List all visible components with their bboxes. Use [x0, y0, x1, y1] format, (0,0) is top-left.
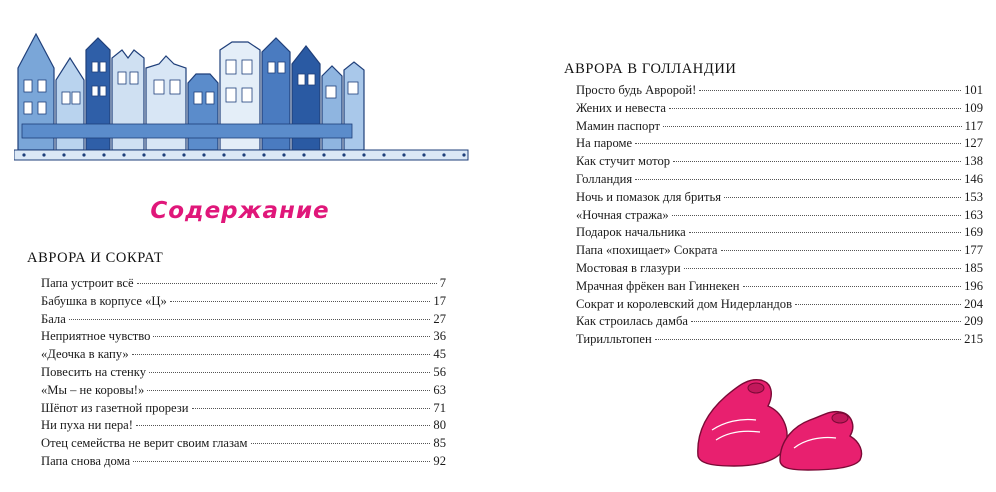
dot-leader — [663, 125, 962, 127]
toc-entry-title: Ночь и помазок для бритья — [576, 189, 722, 204]
toc-entry-page: 185 — [964, 260, 983, 275]
toc-entry-page: 196 — [964, 278, 983, 293]
section-title-avrora-v-gollandii: АВРОРА В ГОЛЛАНДИИ — [564, 61, 737, 77]
toc-entry[interactable] — [41, 346, 446, 364]
dot-leader — [132, 353, 431, 355]
dot-leader — [673, 160, 961, 162]
toc-list-part-1 — [41, 275, 446, 471]
toc-entry-title: Бабушка в корпусе «Ц» — [41, 293, 167, 308]
dot-leader — [669, 107, 961, 109]
toc-entry-title: Как строилась дамба — [576, 314, 688, 329]
dot-leader — [691, 320, 961, 322]
toc-entry-title: Мамин паспорт — [576, 118, 660, 133]
toc-entry-title: «Мы – не коровы!» — [41, 382, 145, 397]
toc-entry-page: 36 — [433, 329, 446, 344]
section-title-avrora-i-sokrat: АВРОРА И СОКРАТ — [27, 250, 164, 266]
toc-entry-page: 138 — [964, 154, 983, 169]
toc-entry[interactable] — [576, 135, 983, 153]
toc-entry[interactable] — [41, 453, 446, 471]
dot-leader — [635, 178, 961, 180]
toc-entry-page: 71 — [433, 400, 446, 415]
dot-leader — [192, 407, 431, 409]
toc-entry[interactable] — [576, 278, 983, 296]
toc-entry-page: 163 — [964, 207, 983, 222]
toc-entry[interactable] — [576, 260, 983, 278]
toc-entry-page: 63 — [433, 382, 446, 397]
toc-entry-title: На пароме — [576, 136, 633, 151]
toc-entry-page: 209 — [964, 314, 983, 329]
dot-leader — [721, 249, 962, 251]
toc-entry-title: Подарок начальника — [576, 225, 686, 240]
dot-leader — [699, 89, 961, 91]
toc-entry-title: Повесить на стенку — [41, 364, 147, 379]
toc-entry[interactable] — [41, 417, 446, 435]
dot-leader — [795, 303, 961, 305]
toc-entry[interactable] — [41, 435, 446, 453]
dot-leader — [684, 267, 962, 269]
toc-entry-page: 56 — [433, 364, 446, 379]
toc-entry-title: Мостовая в глазури — [576, 260, 681, 275]
toc-entry-page: 80 — [433, 418, 446, 433]
dutch-houses-illustration — [14, 28, 470, 170]
right-page — [498, 0, 996, 492]
dot-leader — [724, 196, 961, 198]
toc-entry-page: 215 — [964, 332, 983, 347]
toc-entry[interactable] — [576, 189, 983, 207]
dot-leader — [689, 231, 961, 233]
toc-entry[interactable] — [41, 311, 446, 329]
toc-entry-page: 177 — [964, 243, 983, 258]
toc-list-part-2 — [576, 82, 983, 349]
toc-entry-page: 146 — [964, 171, 983, 186]
toc-entry-page: 7 — [439, 276, 446, 290]
toc-entry[interactable] — [576, 331, 983, 349]
toc-entry[interactable] — [576, 100, 983, 118]
toc-entry-title: Папа устроит всё — [41, 276, 134, 290]
contents-title: Содержание — [150, 198, 330, 224]
toc-entry-title: Папа снова дома — [41, 453, 131, 468]
toc-entry[interactable] — [576, 224, 983, 242]
dot-leader — [635, 142, 961, 144]
toc-entry-page: 27 — [433, 311, 446, 326]
toc-entry-title: Ни пуха ни пера! — [41, 418, 133, 433]
toc-entry-title: Тирилльтопен — [576, 332, 652, 347]
toc-entry[interactable] — [576, 82, 983, 100]
dot-leader — [137, 282, 437, 284]
dot-leader — [149, 371, 430, 373]
toc-entry-title: Жених и невеста — [576, 100, 666, 115]
toc-entry-title: Отец семейства не верит своим глазам — [41, 436, 248, 451]
toc-entry-title: Просто будь Авророй! — [576, 83, 697, 97]
toc-entry-title: Папа «похищает» Сократа — [576, 243, 718, 258]
dot-leader — [655, 338, 961, 340]
toc-entry[interactable] — [41, 293, 446, 311]
toc-entry-title: Шёпот из газетной прорези — [41, 400, 189, 415]
toc-entry-page: 153 — [964, 189, 983, 204]
dot-leader — [136, 424, 430, 426]
toc-entry-page: 101 — [964, 83, 983, 97]
toc-entry[interactable] — [576, 153, 983, 171]
dot-leader — [153, 335, 430, 337]
toc-entry-page: 109 — [964, 100, 983, 115]
toc-entry[interactable] — [41, 364, 446, 382]
toc-entry-title: Бала — [41, 311, 66, 326]
toc-entry-title: «Деочка в капу» — [41, 347, 129, 362]
toc-entry-page: 169 — [964, 225, 983, 240]
toc-entry-page: 17 — [433, 293, 446, 308]
dot-leader — [69, 318, 431, 320]
dot-leader — [133, 460, 430, 462]
toc-entry[interactable] — [576, 171, 983, 189]
toc-entry-title: Сократ и королевский дом Нидерландов — [576, 296, 793, 311]
toc-entry-title: Голландия — [576, 171, 633, 186]
toc-entry[interactable] — [41, 328, 446, 346]
dot-leader — [170, 300, 431, 302]
toc-entry[interactable] — [576, 118, 983, 136]
dot-leader — [147, 389, 430, 391]
toc-entry[interactable] — [576, 296, 983, 314]
toc-entry[interactable] — [41, 400, 446, 418]
toc-entry[interactable] — [41, 382, 446, 400]
wooden-clogs-illustration — [690, 370, 870, 472]
toc-entry-page: 45 — [433, 347, 446, 362]
toc-entry-page: 204 — [964, 296, 983, 311]
toc-entry-title: Неприятное чувство — [41, 329, 151, 344]
toc-entry-page: 92 — [433, 453, 446, 468]
toc-entry-page: 85 — [433, 436, 446, 451]
toc-entry-title: Как стучит мотор — [576, 154, 671, 169]
toc-entry-page: 127 — [964, 136, 983, 151]
toc-entry[interactable] — [41, 275, 446, 293]
dot-leader — [672, 214, 961, 216]
toc-entry-title: Мрачная фрёкен ван Гиннекен — [576, 278, 740, 293]
toc-entry[interactable] — [576, 242, 983, 260]
dot-leader — [251, 442, 431, 444]
toc-entry-page: 117 — [964, 118, 983, 133]
toc-entry[interactable] — [576, 207, 983, 225]
toc-entry-title: «Ночная стража» — [576, 207, 669, 222]
toc-entry[interactable] — [576, 313, 983, 331]
dot-leader — [743, 285, 962, 287]
